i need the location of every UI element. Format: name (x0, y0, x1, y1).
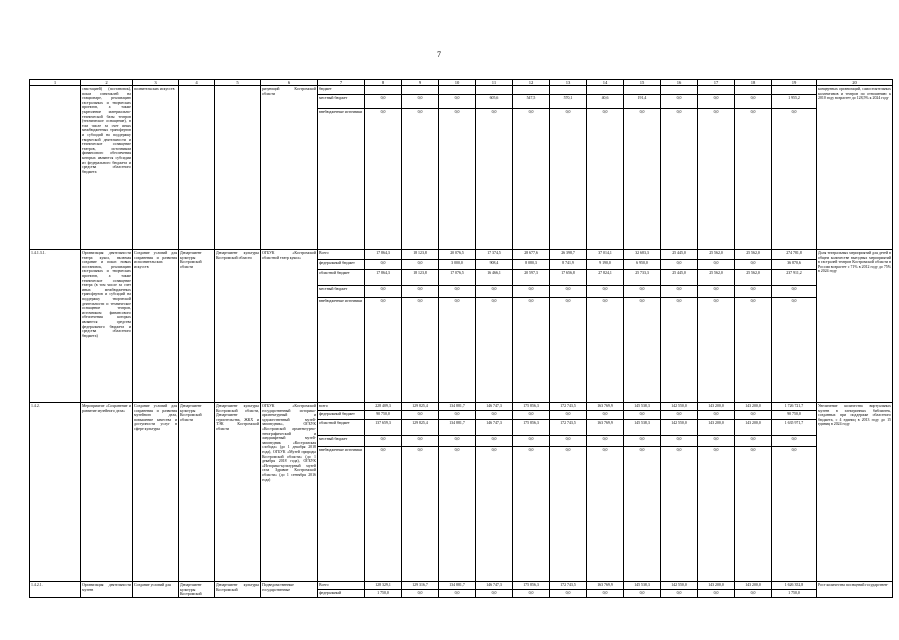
value-cell: 20 597,3 (513, 270, 550, 286)
value-cell: 0,0 (365, 447, 402, 582)
value-cell: 3 000,0 (439, 260, 476, 270)
value-cell: 146 747,3 (476, 582, 513, 590)
value-cell: 274 781,8 (772, 250, 817, 260)
value-cell: 0,0 (476, 436, 513, 447)
value-cell: 25 562,0 (735, 270, 772, 286)
item-name-cell: Организация деятельности музеев (81, 582, 133, 598)
value-cell: 0,0 (476, 411, 513, 420)
value-cell: 0,0 (513, 436, 550, 447)
responsible-cell (179, 86, 215, 250)
item-name-cell: Организация деятельности театра кукол, включая создание и показ новых постановок, реализацию гастрольных и творческих проектов, а также техническое оснащение театра (в том числе за счет иных межбюджетных трансфертов и субсидий на поддержку творческой деятельности и техническое оснащение театров, источником финансового обеспечения которых являются средства федерального бюджета и средства областного бюджета) (81, 250, 133, 403)
value-cell: 908,4 (476, 260, 513, 270)
value-cell: 0,0 (772, 447, 817, 582)
value-cell: 0,0 (661, 590, 698, 598)
value-cell: 145 538,3 (624, 582, 661, 590)
funding-source-cell: федеральный бюджет (318, 411, 365, 420)
value-cell: 8 741,9 (550, 260, 587, 270)
value-cell: 0,0 (476, 447, 513, 582)
value-cell: 25 562,0 (735, 250, 772, 260)
value-cell: 0,0 (624, 411, 661, 420)
value-cell (513, 86, 550, 95)
header-cell: 8 (365, 80, 402, 86)
value-cell: 0,0 (402, 590, 439, 598)
value-cell: 143 200,0 (698, 403, 735, 411)
value-cell: 143 200,0 (698, 420, 735, 436)
funding-source-cell: федеральный (318, 590, 365, 598)
value-cell: 1 626 352,8 (772, 582, 817, 590)
value-cell: 17 076,5 (439, 270, 476, 286)
indicator-cell: Доля театральных мероприятий для детей в общем количестве выездных мероприятий в гастролей театров Костромской области в России возрастет с 71% в 2012 году до 75% в 2024 году (817, 250, 893, 403)
value-cell: 0,0 (661, 109, 698, 250)
value-cell: 0,0 (661, 411, 698, 420)
value-cell: 0,0 (550, 590, 587, 598)
funding-source-cell: местный бюджет (318, 436, 365, 447)
value-cell: 37 014,1 (587, 250, 624, 260)
table-row (30, 86, 893, 95)
value-cell: 163 769,9 (587, 582, 624, 590)
header-cell: 16 (661, 80, 698, 86)
value-cell: 0,0 (698, 447, 735, 582)
value-cell: 0,0 (439, 109, 476, 250)
value-cell: 0,0 (365, 109, 402, 250)
value-cell: 146 747,3 (476, 420, 513, 436)
value-cell: 90 750,0 (772, 411, 817, 420)
value-cell: 0,0 (735, 590, 772, 598)
value-cell: 0,0 (735, 286, 772, 298)
value-cell: 0,0 (772, 286, 817, 298)
coexecutor-cell (215, 86, 261, 250)
value-cell: 0,0 (402, 286, 439, 298)
table-row (30, 582, 893, 590)
value-cell: 26 398,7 (550, 250, 587, 260)
value-cell: 146 747,3 (476, 403, 513, 411)
value-cell: 0,0 (365, 260, 402, 270)
value-cell: 0,0 (772, 109, 817, 250)
value-cell: 228 409,3 (365, 403, 402, 411)
value-cell: 134 881,7 (439, 403, 476, 411)
value-cell: 1 955,2 (772, 95, 817, 109)
program-table (29, 79, 893, 598)
value-cell: 32 683,3 (624, 250, 661, 260)
value-cell: 0,0 (513, 447, 550, 582)
value-cell: 0,0 (476, 286, 513, 298)
item-name-cell: Мероприятие «Сохранение и развитие музейного дела» (81, 403, 133, 582)
value-cell: 0,0 (772, 436, 817, 447)
value-cell: 0,0 (772, 298, 817, 403)
value-cell: 0,0 (587, 590, 624, 598)
item-code-cell: 1.4.2. (30, 403, 81, 582)
value-cell: 128 329,1 (365, 582, 402, 590)
value-cell: 163 769,9 (587, 420, 624, 436)
header-cell: 10 (439, 80, 476, 86)
executor-cell: ОГБУК «Костромской областной театр кукол» (261, 250, 318, 403)
header-cell: 6 (261, 80, 318, 86)
value-cell: 0,0 (587, 286, 624, 298)
value-cell: 0,0 (550, 411, 587, 420)
header-cell: 20 (817, 80, 893, 86)
value-cell: 0,0 (513, 411, 550, 420)
funding-source-cell: бюджет (318, 86, 365, 95)
value-cell: 0,0 (402, 411, 439, 420)
funding-source-cell: внебюджетные источники (318, 447, 365, 582)
value-cell (550, 86, 587, 95)
value-cell: 9 190,0 (587, 260, 624, 270)
value-cell: 17 656,8 (550, 270, 587, 286)
value-cell: 172 743,5 (550, 582, 587, 590)
value-cell: 0,0 (550, 286, 587, 298)
value-cell: 0,0 (624, 447, 661, 582)
value-cell: 0,0 (402, 260, 439, 270)
value-cell: 0,0 (439, 286, 476, 298)
value-cell: 25 445,0 (661, 270, 698, 286)
value-cell: 1 750,0 (365, 590, 402, 598)
value-cell: 0,0 (661, 436, 698, 447)
table-row (30, 403, 893, 411)
header-cell: 1 (30, 80, 81, 86)
value-cell: 8 080,3 (513, 260, 550, 270)
value-cell (439, 86, 476, 95)
goal-cell: Создание условий для (133, 582, 179, 598)
value-cell: 6 950,0 (624, 260, 661, 270)
value-cell: 0,0 (550, 436, 587, 447)
value-cell: 1 726 721,7 (772, 403, 817, 411)
value-cell: 142 550,0 (661, 582, 698, 590)
indicator-cell: Увеличение количества виртуальных музеев в электронных библиотек, созданных при поддержке областного бюджета, с 4 единиц в 2013 году до 15 единиц в 2024 году (817, 403, 893, 582)
value-cell: 129 825,4 (402, 420, 439, 436)
value-cell: 0,0 (476, 590, 513, 598)
value-cell: 0,0 (624, 109, 661, 250)
executor-cell: ризующий Костромской области (261, 86, 318, 250)
value-cell: 129 825,4 (402, 403, 439, 411)
value-cell (698, 86, 735, 95)
value-cell (476, 86, 513, 95)
value-cell: 0,0 (439, 447, 476, 582)
value-cell: 0,0 (439, 411, 476, 420)
value-cell: 0,0 (624, 590, 661, 598)
value-cell: 0,0 (698, 411, 735, 420)
value-cell: 25 733,3 (624, 270, 661, 286)
item-code-cell (30, 86, 81, 250)
header-cell: 17 (698, 80, 735, 86)
value-cell (365, 86, 402, 95)
coexecutor-cell: Департамент культуры Костромской (215, 582, 261, 598)
funding-source-cell: внебюджетные источники (318, 109, 365, 250)
value-cell: 0,0 (439, 298, 476, 403)
value-cell: 0,0 (698, 260, 735, 270)
item-name-cell: снастацией) (постановок), показ спектаклей на стационаре, реализацию гастрольных и творческих проектов, а также укрепление материально-технической базы театров (техническое оснащение), в том числе за счет иных межбюджетных трансфертов и субсидий на поддержку творческой деятельности и техническое оснащение театров, источником финансового обеспечения которых являются субсидии из федерального бюджета и средства областного бюджета (81, 86, 133, 250)
value-cell: 0,0 (513, 298, 550, 403)
value-cell: 0,0 (550, 298, 587, 403)
value-cell: 0,0 (402, 95, 439, 109)
indicator-cell: концертных организаций, самостоятельных коллективов и театров по отношению к 2010 году возрастет до 128,5% к 2024 году (817, 86, 893, 250)
value-cell: 1 750,0 (772, 590, 817, 598)
value-cell: 0,0 (735, 95, 772, 109)
value-cell: 191,4 (624, 95, 661, 109)
value-cell: 237 911,2 (772, 270, 817, 286)
value-cell: 36 870,6 (772, 260, 817, 270)
responsible-cell: Департамент культуры Костромской области (179, 250, 215, 403)
goal-cell: Создание условий для сохранения и развития музейного дела, повышение качества и доступности услуг в сфере культуры (133, 403, 179, 582)
value-cell: 0,0 (587, 109, 624, 250)
value-cell (624, 86, 661, 95)
value-cell: 0,0 (476, 298, 513, 403)
indicator-cell: Рост количества посещений государствен- (817, 582, 893, 598)
value-cell: 163 769,9 (587, 403, 624, 411)
value-cell: 16 466,1 (476, 270, 513, 286)
table-row (30, 250, 893, 260)
value-cell: 0,0 (661, 286, 698, 298)
value-cell: 605,6 (476, 95, 513, 109)
header-cell: 13 (550, 80, 587, 86)
value-cell: 0,0 (550, 447, 587, 582)
funding-source-cell: местный бюджет (318, 286, 365, 298)
header-cell: 2 (81, 80, 133, 86)
responsible-cell: Департамент культуры Костромской области (179, 403, 215, 582)
value-cell: 0,0 (661, 95, 698, 109)
header-cell: 3 (133, 80, 179, 86)
funding-source-cell: внебюджетные источники (318, 298, 365, 403)
funding-source-cell: местный бюджет (318, 95, 365, 109)
value-cell: 0,0 (698, 286, 735, 298)
header-cell: 14 (587, 80, 624, 86)
value-cell (402, 86, 439, 95)
value-cell: 25 562,0 (698, 250, 735, 260)
value-cell: 0,0 (439, 590, 476, 598)
item-code-cell: 1.4.2.1. (30, 582, 81, 598)
value-cell: 0,0 (365, 436, 402, 447)
value-cell: 143 200,0 (735, 403, 772, 411)
value-cell: 0,0 (402, 447, 439, 582)
value-cell: 0,0 (698, 590, 735, 598)
value-cell: 0,0 (365, 298, 402, 403)
value-cell (735, 86, 772, 95)
funding-source-cell: всего (318, 403, 365, 411)
value-cell: 129 316,7 (402, 582, 439, 590)
page-number: 7 (437, 50, 441, 59)
value-cell: 134 881,7 (439, 420, 476, 436)
value-cell: 0,0 (587, 436, 624, 447)
value-cell: 17 864,3 (365, 270, 402, 286)
value-cell: 547,5 (513, 95, 550, 109)
header-cell: 12 (513, 80, 550, 86)
value-cell: 0,0 (698, 298, 735, 403)
responsible-cell: Департамент культуры Костромской (179, 582, 215, 598)
coexecutor-cell: Департамент культуры Костромской области, Департамент строительства, ЖКХ и ТЭК Костромской области (215, 403, 261, 582)
value-cell: 0,0 (735, 411, 772, 420)
value-cell: 0,0 (365, 95, 402, 109)
value-cell: 142 550,0 (661, 420, 698, 436)
header-cell: 18 (735, 80, 772, 86)
value-cell: 18 123,8 (402, 250, 439, 260)
value-cell: 143 200,0 (735, 420, 772, 436)
executor-cell: Подведомственные государственные (261, 582, 318, 598)
value-cell: 0,0 (587, 411, 624, 420)
value-cell: 142 550,0 (661, 403, 698, 411)
value-cell (661, 86, 698, 95)
value-cell: 0,0 (735, 436, 772, 447)
value-cell: 25 562,0 (698, 270, 735, 286)
value-cell: 90 750,0 (365, 411, 402, 420)
value-cell: 143 200,0 (698, 582, 735, 590)
value-cell: 28 677,6 (513, 250, 550, 260)
value-cell: 0,0 (661, 298, 698, 403)
value-cell (772, 86, 817, 95)
value-cell (587, 86, 624, 95)
table-body (30, 80, 893, 598)
value-cell: 0,0 (587, 298, 624, 403)
value-cell: 1 635 971,7 (772, 420, 817, 436)
value-cell: 0,0 (661, 260, 698, 270)
value-cell: 175 856,3 (513, 403, 550, 411)
value-cell: 145 538,3 (624, 420, 661, 436)
coexecutor-cell: Департамент культуры Костромской области (215, 250, 261, 403)
value-cell: 0,0 (735, 260, 772, 270)
value-cell: 40,6 (587, 95, 624, 109)
funding-source-cell: Всего (318, 250, 365, 260)
value-cell: 0,0 (550, 109, 587, 250)
value-cell: 0,0 (439, 95, 476, 109)
funding-source-cell: Всего (318, 582, 365, 590)
funding-source-cell: областной бюджет (318, 270, 365, 286)
header-cell: 4 (179, 80, 215, 86)
value-cell: 172 743,5 (550, 420, 587, 436)
value-cell: 0,0 (365, 286, 402, 298)
value-cell: 172 743,5 (550, 403, 587, 411)
value-cell: 0,0 (735, 298, 772, 403)
value-cell: 20 076,5 (439, 250, 476, 260)
value-cell: 175 856,3 (513, 420, 550, 436)
value-cell: 570,1 (550, 95, 587, 109)
value-cell: 18 123,8 (402, 270, 439, 286)
value-cell: 0,0 (698, 95, 735, 109)
goal-cell: Создание условий для сохранения и развития исполнительских искусств (133, 250, 179, 403)
value-cell: 0,0 (624, 436, 661, 447)
header-cell: 15 (624, 80, 661, 86)
value-cell: 0,0 (698, 109, 735, 250)
value-cell: 25 445,0 (661, 250, 698, 260)
header-cell: 5 (215, 80, 261, 86)
value-cell: 0,0 (439, 436, 476, 447)
value-cell: 0,0 (402, 298, 439, 403)
header-cell: 9 (402, 80, 439, 86)
value-cell: 0,0 (698, 436, 735, 447)
header-cell: 11 (476, 80, 513, 86)
value-cell: 0,0 (661, 447, 698, 582)
goal-cell: полнительских искусств (133, 86, 179, 250)
header-cell: 19 (772, 80, 817, 86)
value-cell: 0,0 (476, 109, 513, 250)
value-cell: 137 659,3 (365, 420, 402, 436)
header-cell: 7 (318, 80, 365, 86)
value-cell: 0,0 (624, 286, 661, 298)
value-cell: 0,0 (587, 447, 624, 582)
executor-cell: ОГБУК «Костромской государственный историко-архитектурный и художественный музей-заповедник», ОГБУК «Костромской архитектурно-этнографический и ландшафтный музей-заповедник «Костромская слобода» (до 1 декабря 2018 года), ОГБУК «Музей природы Костромской области» (до 1 декабря 2018 года), ОГБУК «Историко-культурный музей села Здравие Костромской области» (до 1 сентября 2016 года) (261, 403, 318, 582)
value-cell: 0,0 (513, 109, 550, 250)
value-cell: 143 200,0 (735, 582, 772, 590)
value-cell: 0,0 (624, 298, 661, 403)
value-cell: 0,0 (735, 447, 772, 582)
funding-source-cell: федеральный бюджет (318, 260, 365, 270)
value-cell: 0,0 (735, 109, 772, 250)
value-cell: 0,0 (402, 109, 439, 250)
value-cell: 175 856,3 (513, 582, 550, 590)
value-cell: 0,0 (513, 286, 550, 298)
value-cell: 17 374,5 (476, 250, 513, 260)
value-cell: 134 881,7 (439, 582, 476, 590)
funding-source-cell: областной бюджет (318, 420, 365, 436)
value-cell: 0,0 (513, 590, 550, 598)
value-cell: 27 824,1 (587, 270, 624, 286)
value-cell: 0,0 (402, 436, 439, 447)
value-cell: 145 538,3 (624, 403, 661, 411)
value-cell: 17 864,3 (365, 250, 402, 260)
item-code-cell: 1.4.1.3.1. (30, 250, 81, 403)
